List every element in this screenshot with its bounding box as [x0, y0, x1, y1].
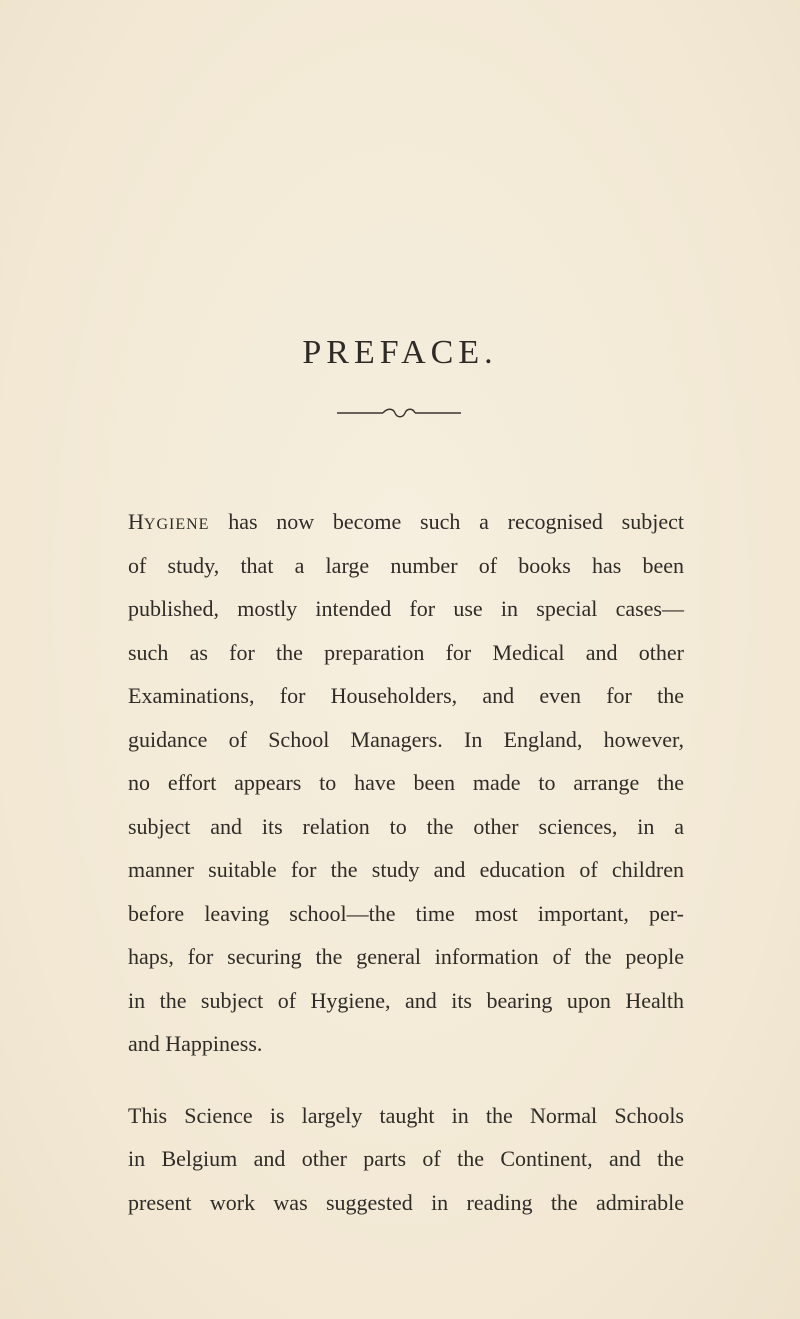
- text-line: and Happiness.: [128, 1031, 263, 1056]
- text-line: before leaving school—the time most important, per-: [128, 900, 684, 926]
- text-line: subject and its relation to the other sciences, in a: [128, 813, 684, 839]
- lead-word-small-caps: YGIENE: [143, 516, 210, 533]
- text-line: manner suitable for the study and education of children: [128, 857, 684, 882]
- ornament-rule: [337, 406, 461, 420]
- page-title: PREFACE.: [302, 334, 498, 371]
- lead-word-initial: H: [128, 509, 144, 534]
- text-line: no effort appears to have been made to arrange the: [128, 770, 684, 795]
- paragraph-1: [128, 500, 684, 1066]
- text-line: of study, that a large number of books has been: [128, 552, 684, 578]
- text-line: in the subject of Hygiene, and its bearing upon Health: [128, 987, 684, 1013]
- text-line: This Science is largely taught in the Normal Schools: [128, 1102, 684, 1128]
- text-line: Examinations, for Householders, and even for the: [128, 683, 684, 708]
- text-line: such as for the preparation for Medical and other: [128, 639, 684, 665]
- preface-body: [128, 500, 684, 1224]
- paragraph-2: [128, 1094, 684, 1225]
- text-line: in Belgium and other parts of the Continent, and the: [128, 1146, 684, 1171]
- text-line: guidance of School Managers. In England, however,: [128, 726, 684, 752]
- text-line: HYGIENE has now become such a recognised subject: [128, 509, 684, 534]
- text-line: haps, for securing the general information of the people: [128, 944, 684, 969]
- text-line: published, mostly intended for use in special cases—: [128, 596, 684, 621]
- text-line: present work was suggested in reading the admirable: [128, 1189, 684, 1215]
